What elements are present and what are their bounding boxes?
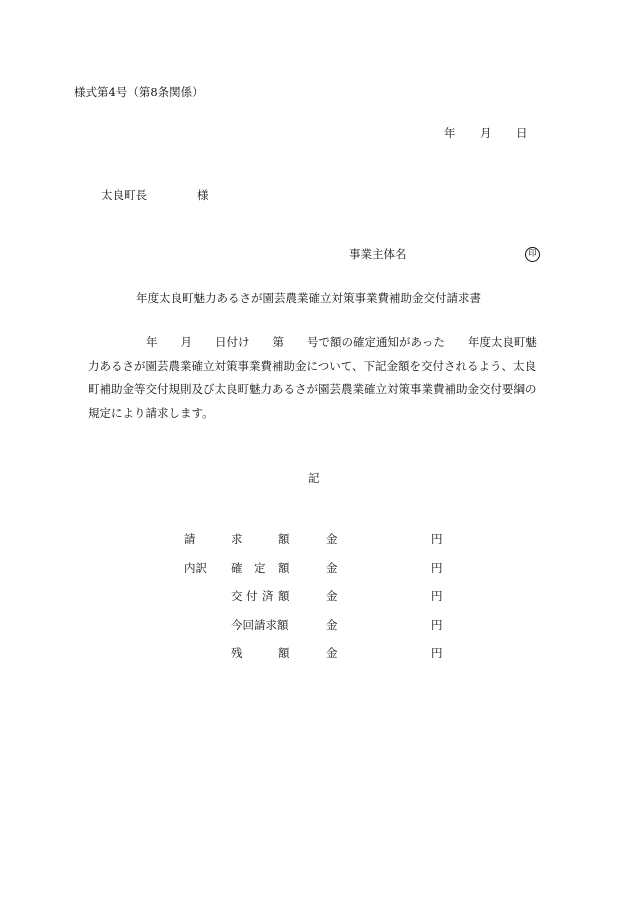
addressee-name: 太良町長 bbox=[101, 188, 147, 202]
seal-mark-text: 印 bbox=[525, 247, 540, 262]
row-label-char: 確 bbox=[231, 561, 243, 575]
row-yen: 円 bbox=[431, 646, 443, 660]
row-kin: 金 bbox=[326, 618, 338, 632]
body-paragraph bbox=[88, 331, 556, 425]
row-label-char: 定 bbox=[254, 561, 266, 575]
body-line: 力あるさが園芸農業確立対策事業費補助金について、下記金額を交付されるよう、太良 bbox=[88, 358, 537, 373]
row-label-char: 交 bbox=[231, 589, 243, 603]
row-yen: 円 bbox=[431, 532, 443, 546]
row-yen: 円 bbox=[431, 561, 443, 575]
row-kin: 金 bbox=[326, 561, 338, 575]
row-kin: 金 bbox=[326, 646, 338, 660]
date-year-label: 年 bbox=[444, 126, 456, 140]
row-label-char: 求 bbox=[231, 532, 243, 546]
row-label-char: 額 bbox=[278, 532, 290, 546]
row-label-char: 済 bbox=[262, 589, 274, 603]
row-label-char: 付 bbox=[246, 589, 258, 603]
row-prefix: 請 bbox=[184, 532, 196, 546]
document-title: 年度太良町魅力あるさが園芸農業確立対策事業費補助金交付請求書 bbox=[136, 291, 481, 305]
row-label-char: 額 bbox=[278, 646, 290, 660]
date-month-label: 月 bbox=[480, 126, 492, 140]
form-number: 様式第4号（第8条関係） bbox=[74, 85, 204, 99]
body-line: 年 月 日付け 第 号で額の確定通知があった 年度太良町魅 bbox=[146, 335, 537, 349]
body-line: 規定により請求します。 bbox=[88, 405, 214, 420]
row-kin: 金 bbox=[326, 532, 338, 546]
seal-mark-icon bbox=[525, 247, 540, 262]
row-prefix: 内訳 bbox=[184, 561, 207, 575]
applicant-label: 事業主体名 bbox=[349, 247, 407, 261]
body-line: 町補助金等交付規則及び太良町魅力あるさが園芸農業確立対策事業費補助金交付要綱の bbox=[88, 382, 537, 396]
row-label-char: 額 bbox=[278, 589, 290, 603]
row-label: 今回請求額 bbox=[231, 618, 289, 632]
ki-heading: 記 bbox=[308, 471, 320, 485]
row-label-char: 残 bbox=[231, 646, 243, 660]
row-kin: 金 bbox=[326, 589, 338, 603]
date-day-label: 日 bbox=[516, 126, 528, 140]
row-yen: 円 bbox=[431, 618, 443, 632]
addressee-honorific: 様 bbox=[197, 188, 209, 202]
row-label-char: 額 bbox=[278, 561, 290, 575]
row-yen: 円 bbox=[431, 589, 443, 603]
